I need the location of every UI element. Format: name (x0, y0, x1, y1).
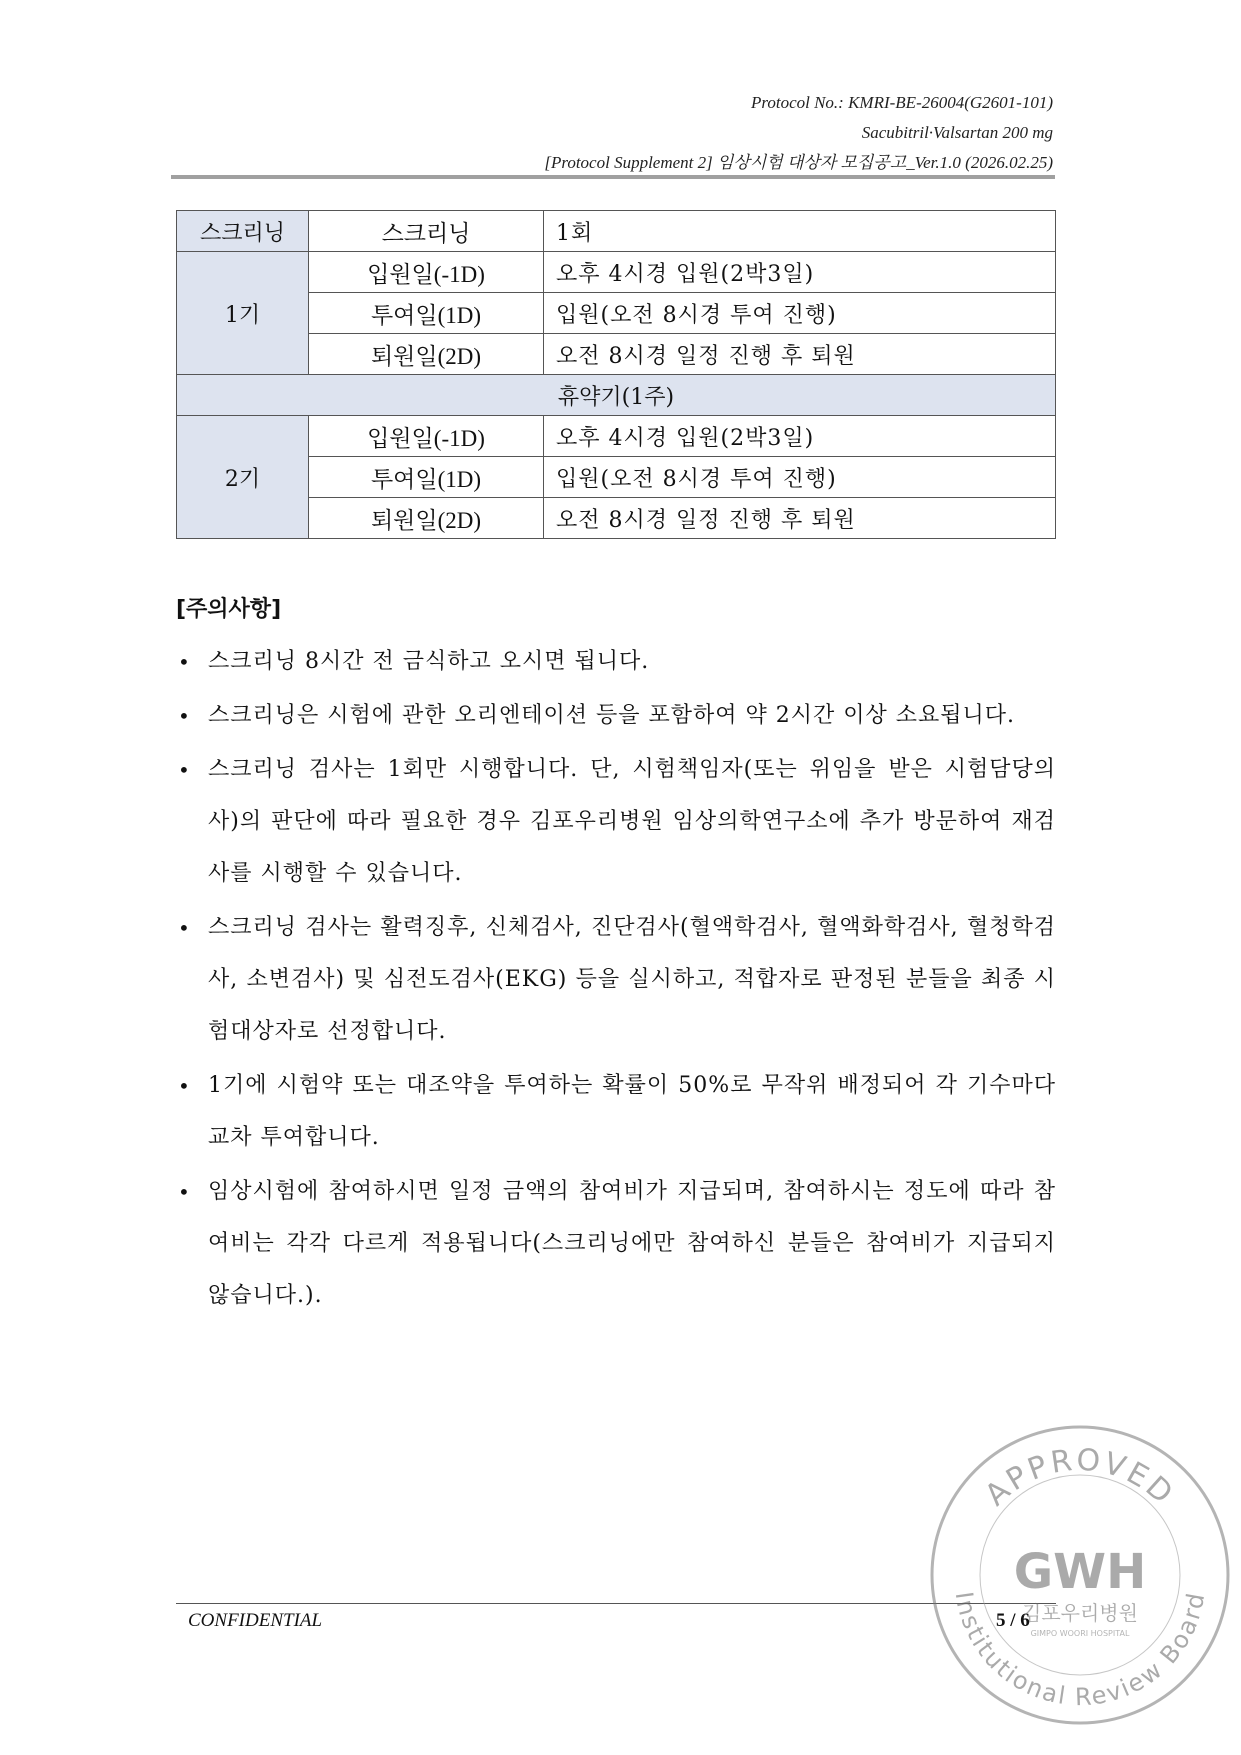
drug-name: Sacubitril·Valsartan 200 mg (861, 123, 1053, 142)
period2-label: 2기 (177, 416, 309, 539)
confidential-label: CONFIDENTIAL (188, 1610, 323, 1631)
header-divider (171, 175, 1055, 179)
period1-label: 1기 (177, 252, 309, 375)
screening-label: 스크리닝 (177, 211, 309, 252)
period1-day: 퇴원일(2D) (309, 334, 544, 375)
list-item: • 스크리닝 검사는 1회만 시행합니다. 단, 시험책임자(또는 위임을 받은 시험담당의사)의 판단에 따라 필요한 경우 김포우리병원 임상의학연구소에 추가 방문하여 재검사를 시행할 수 있습니다. (176, 744, 1056, 900)
list-item: • 스크리닝 8시간 전 금식하고 오시면 됩니다. (176, 636, 1056, 688)
list-item: • 스크리닝은 시험에 관한 오리엔테이션 등을 포함하여 약 2시간 이상 소요됩니다. (176, 690, 1056, 742)
stamp-bottom-text: Institutional Review Board (949, 1589, 1211, 1712)
notes-title: [주의사항] (176, 597, 282, 622)
table-row (177, 375, 1056, 416)
page-number: 5 / 6 (996, 1610, 1030, 1631)
protocol-number: Protocol No.: KMRI-BE-26004(G2601-101) (750, 93, 1053, 112)
screening-desc: 1회 (544, 211, 1056, 252)
svg-text:APPROVED (978, 1442, 1181, 1513)
irb-approval-stamp (925, 1420, 1235, 1730)
supplement-title: [Protocol Supplement 2] 임상시험 대상자 모집공고_Ver.1.0 (2026.02.25) (544, 153, 1053, 172)
stamp-hospital-ko: 김포우리병원 (1022, 1601, 1138, 1625)
washout-row: 휴약기(1주) (177, 375, 1056, 416)
table-row (177, 457, 1056, 498)
stamp-top-text: APPROVED (978, 1442, 1182, 1514)
list-item: • 1기에 시험약 또는 대조약을 투여하는 확률이 50%로 무작위 배정되어 각 기수마다 교차 투여합니다. (176, 1060, 1056, 1164)
period2-desc: 오후 4시경 입원(2박3일) (544, 416, 1056, 457)
period2-day: 퇴원일(2D) (309, 498, 544, 539)
footer-divider (176, 1603, 1056, 1604)
stamp-logo-icon: GWH (1013, 1544, 1147, 1600)
period1-desc: 입원(오전 8시경 투여 진행) (544, 293, 1056, 334)
list-item: • 스크리닝 검사는 활력징후, 신체검사, 진단검사(혈액학검사, 혈액화학검사, 혈청학검사, 소변검사) 및 심전도검사(EKG) 등을 실시하고, 적합자로 판정된 분들을 최종 시험대상자로 선정합니다. (176, 902, 1056, 1058)
period1-desc: 오후 4시경 입원(2박3일) (544, 252, 1056, 293)
screening-day: 스크리닝 (309, 211, 544, 252)
table-row (177, 293, 1056, 334)
period2-desc: 입원(오전 8시경 투여 진행) (544, 457, 1056, 498)
stamp-hospital-en: GIMPO WOORI HOSPITAL (1030, 1629, 1130, 1638)
period1-desc: 오전 8시경 일정 진행 후 퇴원 (544, 334, 1056, 375)
period2-desc: 오전 8시경 일정 진행 후 퇴원 (544, 498, 1056, 539)
table-row (177, 334, 1056, 375)
period1-day: 투여일(1D) (309, 293, 544, 334)
period1-day: 입원일(-1D) (309, 252, 544, 293)
list-item: • 임상시험에 참여하시면 일정 금액의 참여비가 지급되며, 참여하시는 정도에 따라 참여비는 각각 다르게 적용됩니다(스크리닝에만 참여하신 분들은 참여비가 지급되지 않습니다.). (176, 1166, 1056, 1322)
table-row (177, 211, 1056, 252)
schedule-table (176, 210, 1056, 539)
page-header (544, 88, 1053, 178)
table-row (177, 416, 1056, 457)
table-row (177, 252, 1056, 293)
period2-day: 투여일(1D) (309, 457, 544, 498)
table-row (177, 498, 1056, 539)
period2-day: 입원일(-1D) (309, 416, 544, 457)
notes-list (176, 636, 1056, 1324)
